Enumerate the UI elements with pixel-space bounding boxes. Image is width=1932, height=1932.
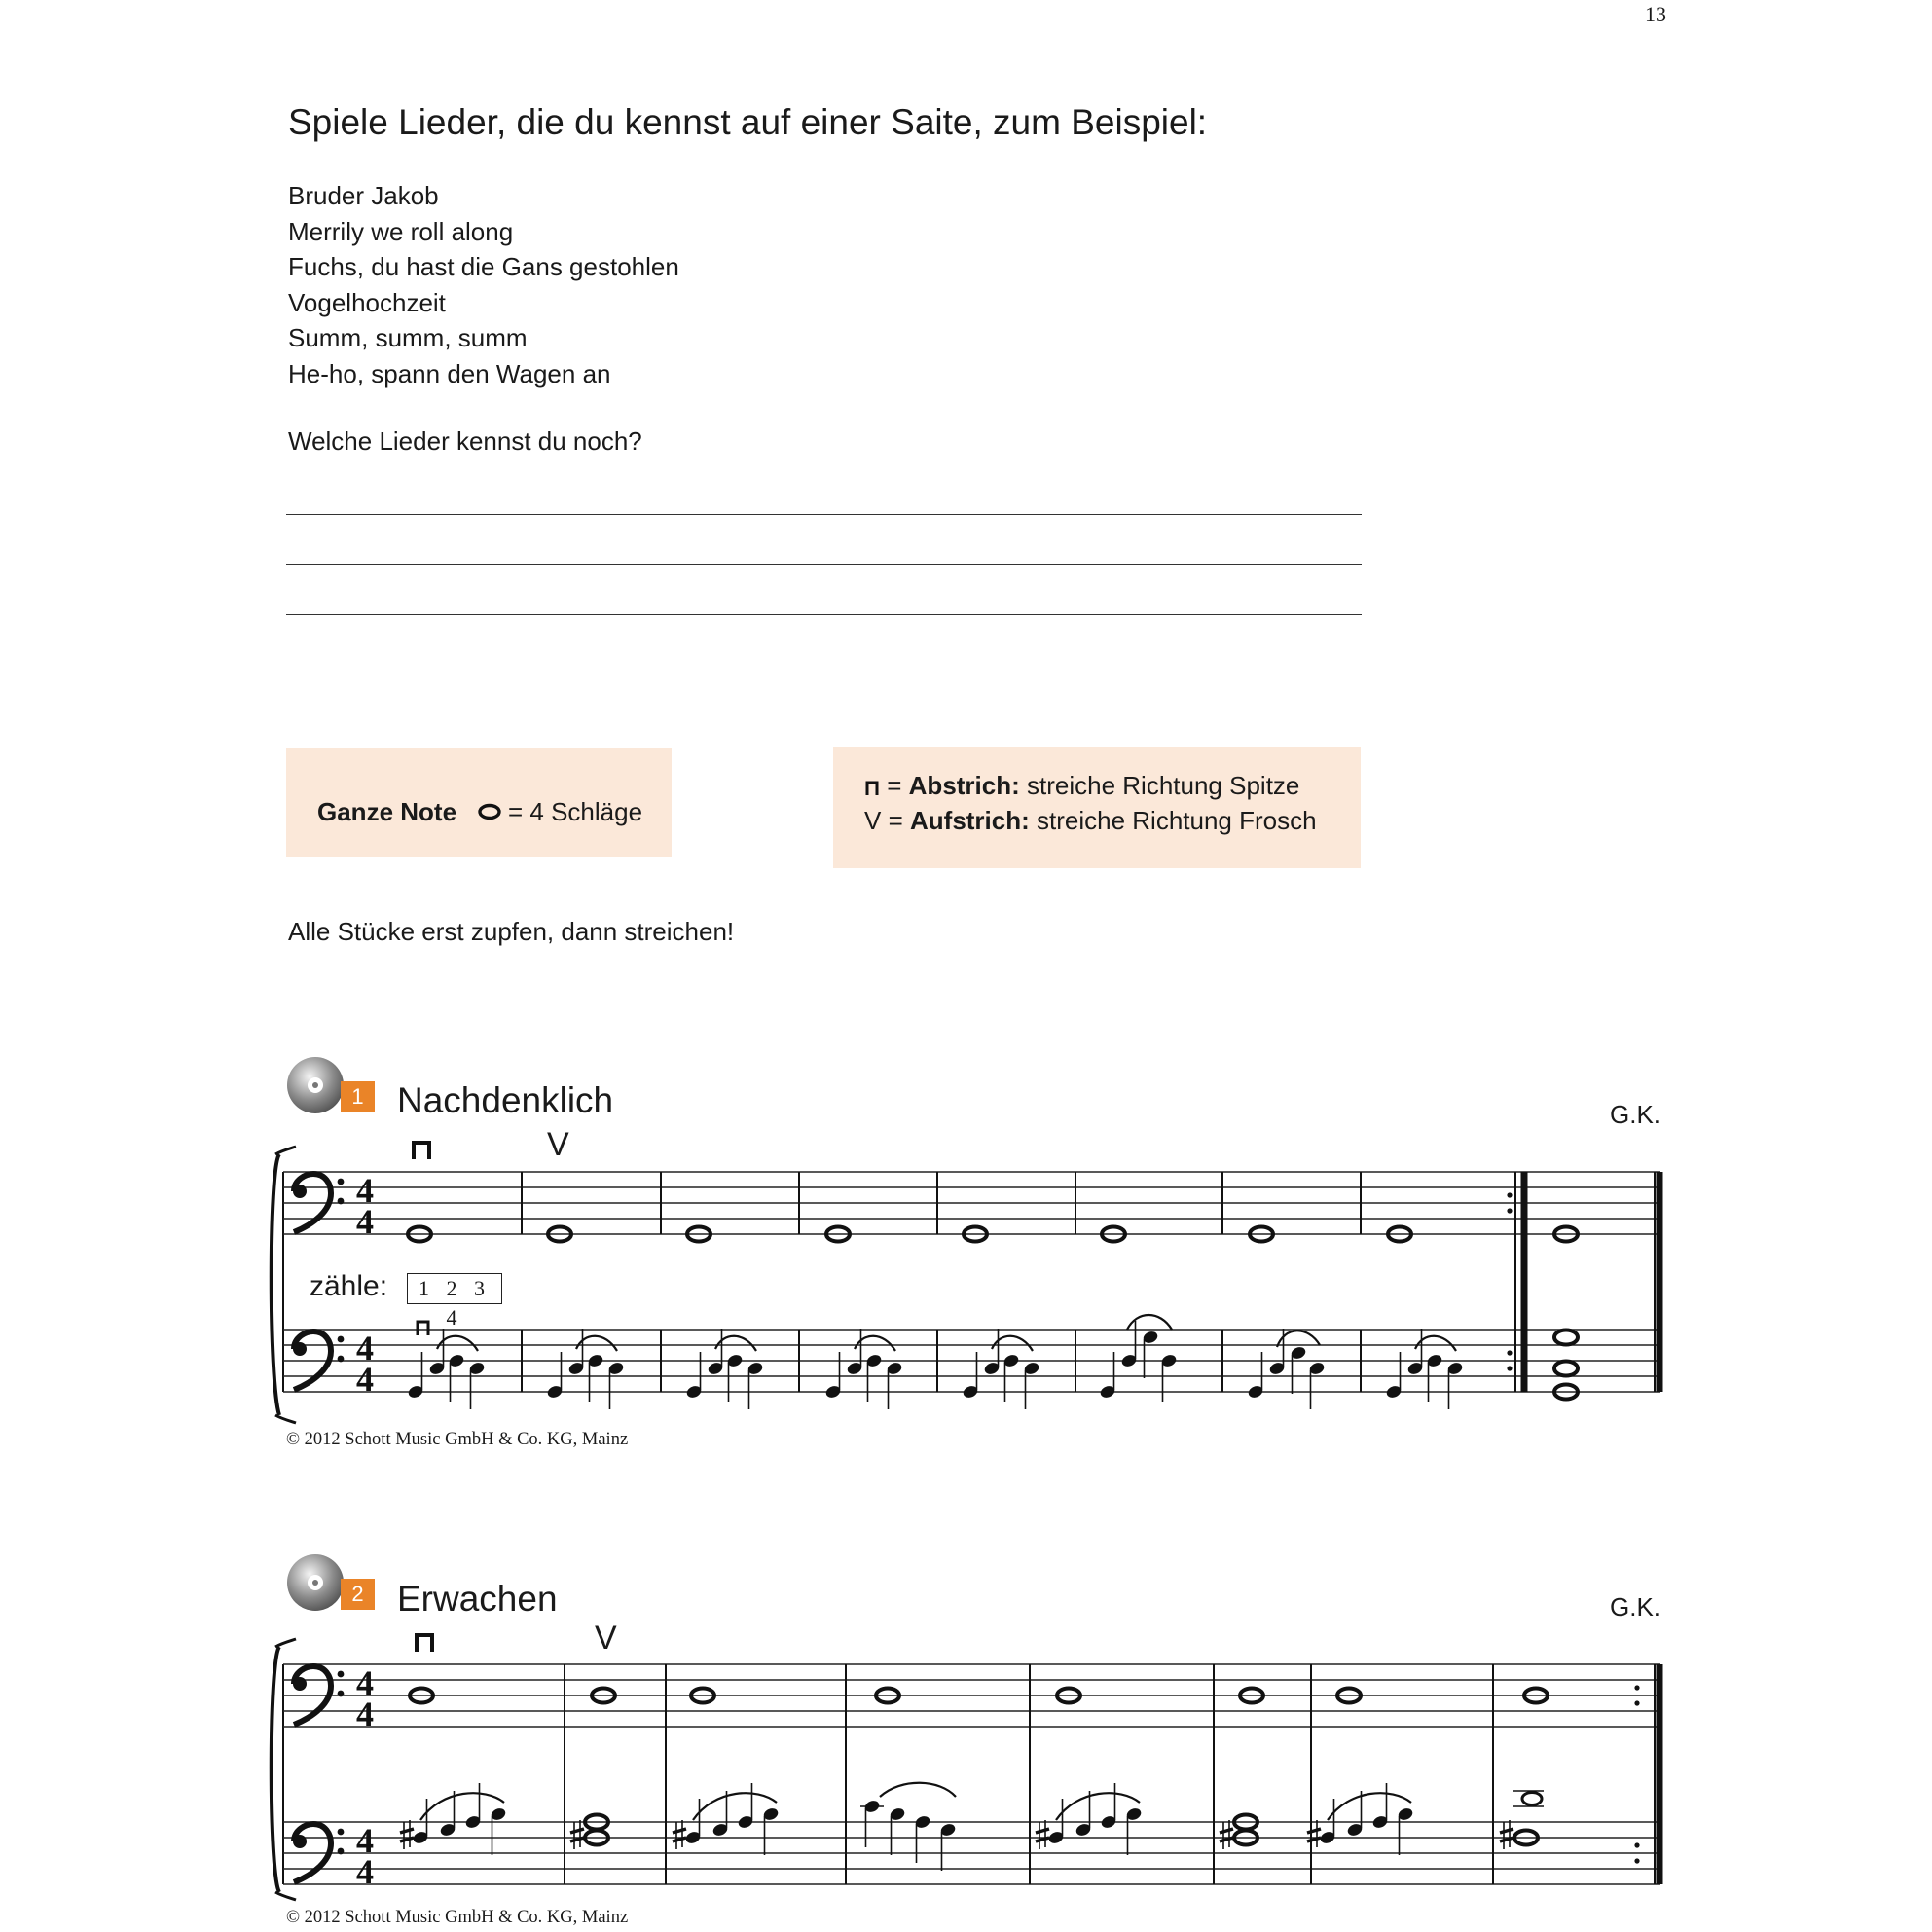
list-item: Merrily we roll along [288, 216, 514, 246]
cd-track-badge: 2 [341, 1579, 375, 1610]
svg-text:4: 4 [356, 1852, 374, 1891]
svg-text:4: 4 [356, 1663, 374, 1702]
down-bow-text: streiche Richtung Spitze [1027, 771, 1300, 800]
piece-title: Nachdenklich [397, 1080, 614, 1120]
down-bow-term: Abstrich: [908, 771, 1020, 800]
score-system-2 [272, 1635, 1660, 1900]
up-bow-term: Aufstrich: [910, 806, 1030, 835]
composer: G.K. [1610, 1100, 1661, 1129]
score-system-1 [272, 1143, 1660, 1423]
down-bow-icon [418, 1322, 428, 1335]
up-bow-icon: V [595, 1620, 617, 1657]
list-item: Summ, summ, summ [288, 323, 528, 352]
list-item: Vogelhochzeit [288, 287, 446, 317]
whole-note-value: = 4 Schläge [508, 797, 643, 826]
svg-text:4: 4 [356, 1202, 374, 1241]
down-bow-row: = Abstrich: streiche Richtung Spitze [864, 771, 1299, 801]
copyright: © 2012 Schott Music GmbH & Co. KG, Mainz [286, 1908, 629, 1927]
list-item: He-ho, spann den Wagen an [288, 358, 611, 388]
composer: G.K. [1610, 1592, 1661, 1622]
page-heading: Spiele Lieder, die du kennst auf einer Saite, zum Beispiel: [288, 102, 1208, 142]
up-bow-row: V = Aufstrich: streiche Richtung Frosch [864, 806, 1317, 835]
svg-text:4: 4 [356, 1360, 374, 1399]
list-item: Fuchs, du hast die Gans gestohlen [288, 252, 679, 281]
page-number: 13 [1645, 2, 1666, 26]
svg-text:4: 4 [356, 1821, 374, 1860]
count-label: zähle: [310, 1270, 388, 1302]
svg-text:4: 4 [356, 1171, 374, 1210]
up-bow-icon: V [547, 1126, 569, 1163]
piece-title: Erwachen [397, 1579, 558, 1619]
list-item: Bruder Jakob [288, 181, 439, 210]
question-text: Welche Lieder kennst du noch? [288, 426, 642, 456]
up-bow-icon: V [864, 806, 882, 835]
whole-note-label: Ganze Note [317, 797, 457, 826]
down-bow-icon [417, 1635, 432, 1652]
instruction-text: Alle Stücke erst zupfen, dann streichen! [288, 917, 735, 946]
copyright: © 2012 Schott Music GmbH & Co. KG, Mainz [286, 1430, 629, 1449]
cd-track-badge: 1 [341, 1081, 375, 1112]
down-bow-icon [414, 1143, 429, 1159]
up-bow-text: streiche Richtung Frosch [1037, 806, 1317, 835]
count-box: 1 2 3 4 [407, 1273, 502, 1304]
svg-text:4: 4 [356, 1329, 374, 1367]
svg-text:4: 4 [356, 1695, 374, 1733]
